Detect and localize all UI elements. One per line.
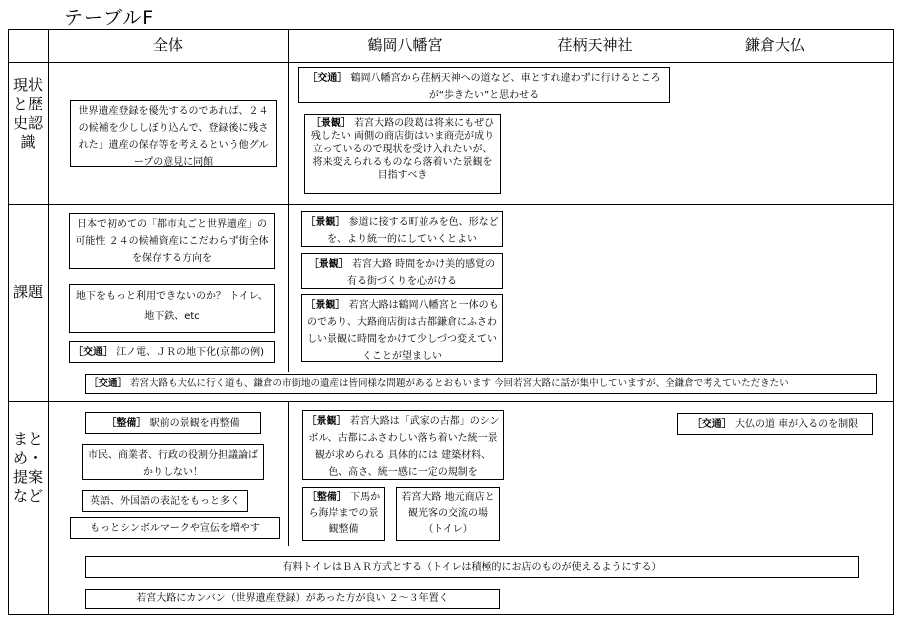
scenery-tag: ［景観］: [306, 416, 347, 427]
note-text: もっとシンボルマークや宣伝を増やす: [90, 523, 260, 534]
note-text: 鶴岡八幡宮から荏柄天神への道など、車とすれ違わずに行けるところが“歩きたい”と思わせる: [350, 73, 661, 101]
scenery-tag: ［景観］: [305, 300, 346, 311]
note-issues-scenery-3: [301, 294, 503, 362]
note-text: 若宮大路にカンバン（世界遺産登録）があった方が良い ２～３年置く: [136, 593, 449, 604]
note-summary-wakamiya: [396, 487, 500, 541]
table-border-top: [8, 29, 894, 30]
row-divider-2: [8, 401, 894, 402]
note-issues-wide-traffic: [85, 374, 877, 394]
col-header-overall: 全体: [152, 36, 183, 54]
header-divider: [8, 62, 894, 63]
note-text: 若宮大路の段葛は将来にもぜひ残したい 両側の商店街はいま商売が成り立っているので現状を受け入れたいが、将来変えられるものなら落着いた景観を目指すべき: [310, 118, 495, 181]
note-summary-languages: [82, 490, 248, 512]
note-text: 大仏の道 車が入るのを制限: [735, 419, 859, 430]
note-summary-roles: [82, 444, 264, 480]
scenery-tag: ［景観］: [308, 259, 349, 270]
table-border-bottom: [8, 614, 894, 615]
scenery-tag: ［景観］: [310, 118, 351, 129]
note-text: 世界遺産登録を優先するのであれば、２４の候補を少ししぼり込んで、登録後に残された」遺産の保存等を考えるという他グループの意見に同館: [78, 106, 269, 167]
traffic-tag: ［交通］: [89, 378, 128, 389]
table-border-right: [893, 29, 894, 615]
note-text: 下馬から海岸までの景観整備: [308, 492, 381, 535]
note-text: 日本で初めての「都市丸ごと世界遺産」の可能性 ２４の候補資産にこだわらず街全体を保存する方向を: [75, 219, 269, 264]
row-label-issues: 課題: [13, 283, 44, 301]
traffic-tag: ［交通］: [307, 73, 348, 84]
note-text: 駅前の景観を再整備: [149, 418, 240, 429]
col-header-daibutsu: 鎌倉大仏: [744, 36, 805, 54]
note-summary-daibutsu-traffic: [677, 413, 873, 435]
note-summary-scenery: [302, 410, 504, 480]
row-divider-1: [8, 204, 894, 205]
note-text: 市民、商業者、行政の役割分担議論ばかりしない！: [88, 450, 258, 478]
note-text: 若宮大路は鶴岡八幡宮と一体のものであり、大路商店街は古都鎌倉にふさわしい景観に時間をかけて少しづつ変えていくことが望ましい: [307, 300, 499, 362]
traffic-tag: ［交通］: [691, 419, 732, 430]
scenery-tag: ［景観］: [305, 217, 346, 228]
page-title: テーブルF: [64, 7, 155, 29]
note-summary-toilet: [85, 556, 859, 578]
table-border-left: [8, 29, 9, 615]
note-issues-scenery-2: [301, 253, 503, 289]
note-text: 地下をもっと利用できないのか？ トイレ、地下鉄、etc: [76, 291, 268, 322]
note-text: 英語、外国語の表記をもっと多く: [90, 496, 240, 507]
traffic-tag: ［交通］: [73, 347, 113, 358]
row-label-summary: まとめ・提案など: [13, 430, 44, 505]
note-text: 若宮大路は「武家の古都」のシンボル、古都にふさわしい落ち着いた統一景観が求められる 具体的には 建築材料、色、高さ、統一感に一定の規制を: [308, 416, 500, 478]
note-text: 若宮大路も大仏に行く道も、鎌倉の市街地の遺産は皆同様な問題があるとおもいます 今回若宮大路に話が集中していますが、全鎌倉で考えていただきたい: [130, 378, 789, 389]
note-text: 江ノ電、ＪＲの地下化(京都の例): [116, 347, 264, 358]
note-issues-traffic: [69, 341, 275, 363]
note-issues-world-heritage: [69, 213, 275, 269]
note-issues-scenery-1: [301, 211, 503, 247]
note-summary-geba: [302, 487, 385, 541]
row-label-current: 現状と歴史認識: [13, 76, 44, 151]
note-current-scenery: [304, 114, 501, 194]
maintenance-tag: ［整備］: [106, 418, 147, 429]
note-summary-signboard: [85, 589, 500, 609]
note-issues-underground: [69, 284, 275, 333]
label-column-divider: [48, 29, 49, 615]
maintenance-tag: ［整備］: [306, 492, 347, 503]
note-current-overall: [70, 100, 277, 167]
overall-column-divider-top: [288, 29, 289, 372]
note-summary-symbol: [70, 517, 280, 539]
col-header-egara: 荏柄天神社: [557, 36, 633, 54]
note-text: 若宮大路 地元商店と観光客の交流の場（トイレ）: [401, 492, 495, 535]
overall-column-divider-bottom: [288, 401, 289, 546]
col-header-tsurugaoka: 鶴岡八幡宮: [367, 36, 443, 54]
note-text: 有料トイレはＢＡＲ方式とする（トイレは積極的にお店のものが使えるようにする）: [282, 562, 662, 573]
note-text: 参道に接する町並みを色、形などを、より統一的にしていくとよい: [327, 217, 499, 245]
note-current-traffic: [298, 67, 670, 103]
note-text: 若宮大路 時間をかけ美的感覚の有る街づくりを心がける: [347, 259, 496, 287]
note-summary-station: [85, 412, 261, 434]
